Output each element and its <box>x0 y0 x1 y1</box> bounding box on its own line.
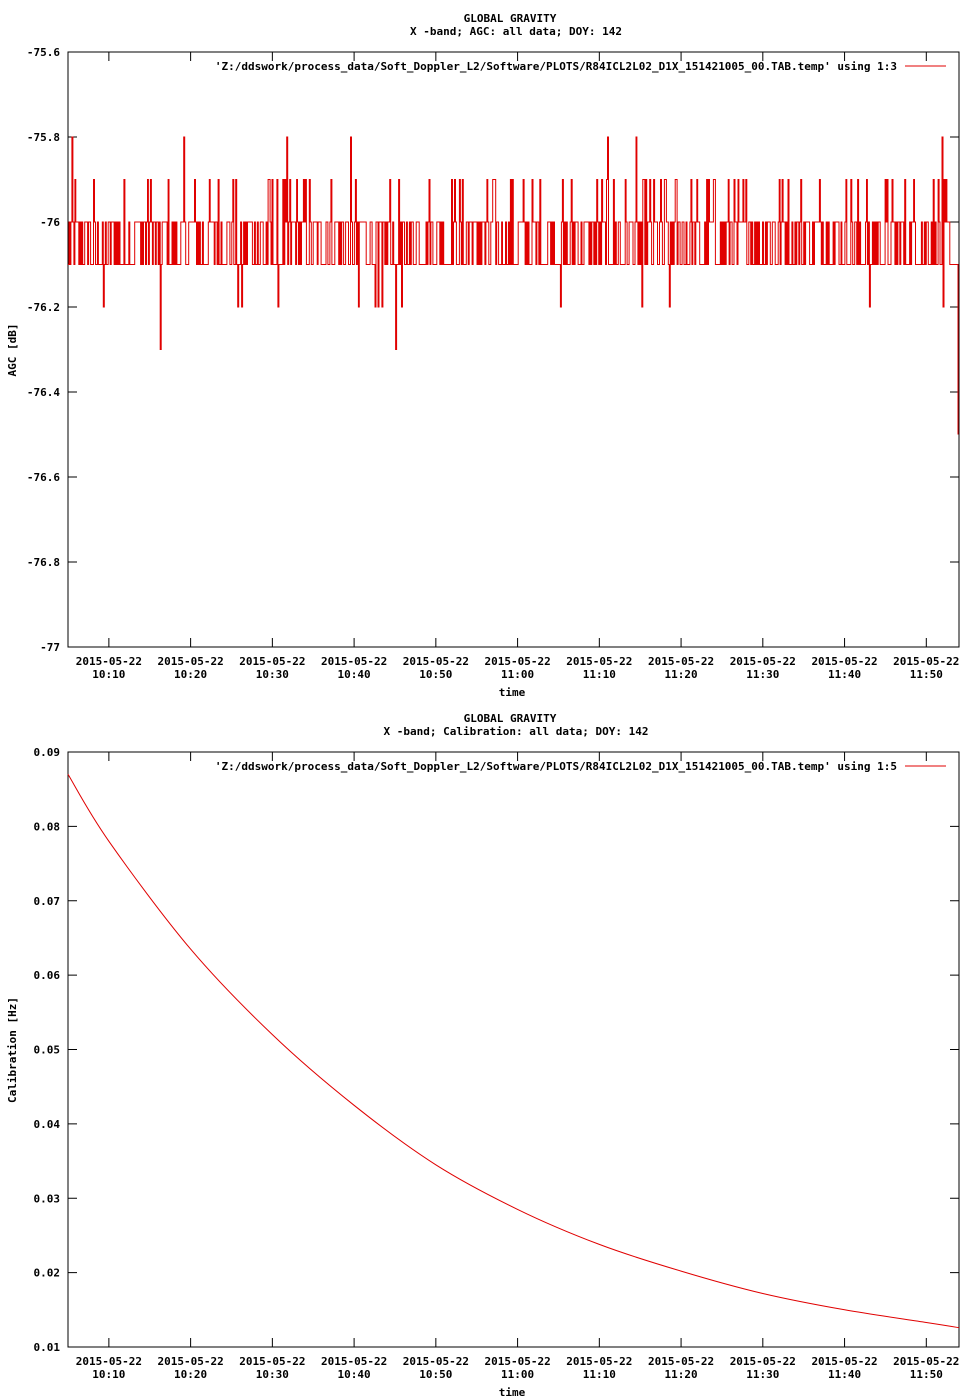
x-tick-label-time: 10:30 <box>255 668 289 681</box>
x-tick-label-date: 2015-05-22 <box>647 1355 715 1368</box>
x-tick-label-date: 2015-05-22 <box>75 1355 142 1368</box>
x-ticks <box>76 752 960 1381</box>
x-tick-label-date: 2015-05-22 <box>647 655 715 668</box>
x-tick-label-date: 2015-05-22 <box>729 655 796 668</box>
x-tick-label-time: 10:50 <box>419 1368 453 1381</box>
legend-label: 'Z:/ddswork/process_data/Soft_Doppler_L2/Software/PLOTS/R84ICL2L02_D1X_151421005_00.TAB.temp' using 1:3 <box>214 60 897 73</box>
x-tick-label-time: 10:50 <box>419 668 453 681</box>
x-tick-label-time: 11:50 <box>909 1368 943 1381</box>
y-tick-label: 0.06 <box>33 969 60 983</box>
series-line <box>68 774 959 1327</box>
x-tick-label-date: 2015-05-22 <box>566 1355 633 1368</box>
chart-subtitle: X -band; AGC: all data; DOY: 142 <box>410 25 622 38</box>
x-tick-label-date: 2015-05-22 <box>239 655 306 668</box>
x-tick-label-time: 10:30 <box>255 1368 289 1381</box>
x-tick-label-time: 10:10 <box>92 1368 126 1381</box>
x-tick-label-time: 11:30 <box>746 668 780 681</box>
y-axis-label: Calibration [Hz] <box>6 997 19 1103</box>
x-tick-label-time: 10:40 <box>337 1368 371 1381</box>
y-tick-label: -76.2 <box>26 301 60 314</box>
x-tick-label-date: 2015-05-22 <box>157 1355 224 1368</box>
x-tick-label-time: 10:20 <box>174 1368 208 1381</box>
x-tick-label-date: 2015-05-22 <box>402 1355 469 1368</box>
y-ticks <box>27 46 959 654</box>
series-agc <box>68 137 958 435</box>
x-tick-label-time: 11:10 <box>582 1368 616 1381</box>
x-tick-label-time: 11:00 <box>501 1368 535 1381</box>
x-ticks <box>76 52 960 681</box>
x-axis-label: time <box>498 686 526 699</box>
y-tick-label: -75.6 <box>26 46 60 59</box>
y-tick-label: 0.01 <box>33 1341 60 1354</box>
x-tick-label-date: 2015-05-22 <box>402 655 469 668</box>
y-tick-label: -76.6 <box>26 471 60 484</box>
x-tick-label-time: 11:20 <box>664 1368 698 1381</box>
y-tick-label: 0.05 <box>33 1043 60 1057</box>
y-tick-label: 0.03 <box>33 1192 60 1206</box>
x-tick-label-date: 2015-05-22 <box>729 1355 796 1368</box>
y-tick-label: 0.02 <box>33 1266 60 1280</box>
x-tick-label-date: 2015-05-22 <box>811 655 878 668</box>
x-tick-label-time: 11:10 <box>582 668 616 681</box>
x-tick-label-date: 2015-05-22 <box>320 1355 388 1368</box>
x-tick-label-date: 2015-05-22 <box>239 1355 306 1368</box>
x-tick-label-time: 11:20 <box>664 668 698 681</box>
y-tick-label: -76.4 <box>26 386 60 399</box>
x-tick-label-time: 10:20 <box>174 668 208 681</box>
y-tick-label: 0.09 <box>33 746 60 759</box>
y-tick-label: -75.8 <box>26 131 60 144</box>
x-tick-label-date: 2015-05-22 <box>893 1355 960 1368</box>
x-tick-label-time: 10:10 <box>92 668 126 681</box>
y-tick-label: 0.08 <box>33 820 60 834</box>
x-tick-label-time: 11:50 <box>909 668 943 681</box>
y-tick-label: -76.8 <box>26 556 60 569</box>
series-calibration <box>68 774 959 1327</box>
x-tick-label-time: 11:00 <box>501 668 535 681</box>
x-tick-label-date: 2015-05-22 <box>893 655 960 668</box>
y-tick-label: -77 <box>40 641 60 654</box>
series-line <box>68 137 958 435</box>
chart-title: GLOBAL GRAVITY <box>463 712 557 725</box>
x-tick-label-time: 11:30 <box>746 1368 780 1381</box>
x-tick-label-time: 10:40 <box>337 668 371 681</box>
y-tick-label: -76 <box>40 216 60 229</box>
x-tick-label-date: 2015-05-22 <box>75 655 142 668</box>
chart-calibration <box>6 712 959 1399</box>
plot-frame <box>68 52 959 647</box>
plot-frame <box>68 752 959 1347</box>
y-tick-label: 0.07 <box>33 894 60 908</box>
chart-subtitle: X -band; Calibration: all data; DOY: 142 <box>383 725 649 738</box>
x-tick-label-date: 2015-05-22 <box>811 1355 878 1368</box>
x-tick-label-date: 2015-05-22 <box>484 1355 551 1368</box>
y-ticks <box>34 746 960 1354</box>
x-tick-label-date: 2015-05-22 <box>484 655 551 668</box>
y-tick-label: 0.04 <box>33 1117 60 1131</box>
chart-agc <box>6 12 959 699</box>
x-tick-label-time: 11:40 <box>827 668 862 681</box>
x-tick-label-time: 11:40 <box>827 1368 862 1381</box>
x-tick-label-date: 2015-05-22 <box>320 655 388 668</box>
legend-label: 'Z:/ddswork/process_data/Soft_Doppler_L2/Software/PLOTS/R84ICL2L02_D1X_151421005_00.TAB.temp' using 1:5 <box>214 760 897 773</box>
chart-title: GLOBAL GRAVITY <box>463 12 557 25</box>
x-tick-label-date: 2015-05-22 <box>157 655 224 668</box>
x-tick-label-date: 2015-05-22 <box>566 655 633 668</box>
x-axis-label: time <box>498 1386 526 1399</box>
y-axis-label: AGC [dB] <box>6 323 19 377</box>
